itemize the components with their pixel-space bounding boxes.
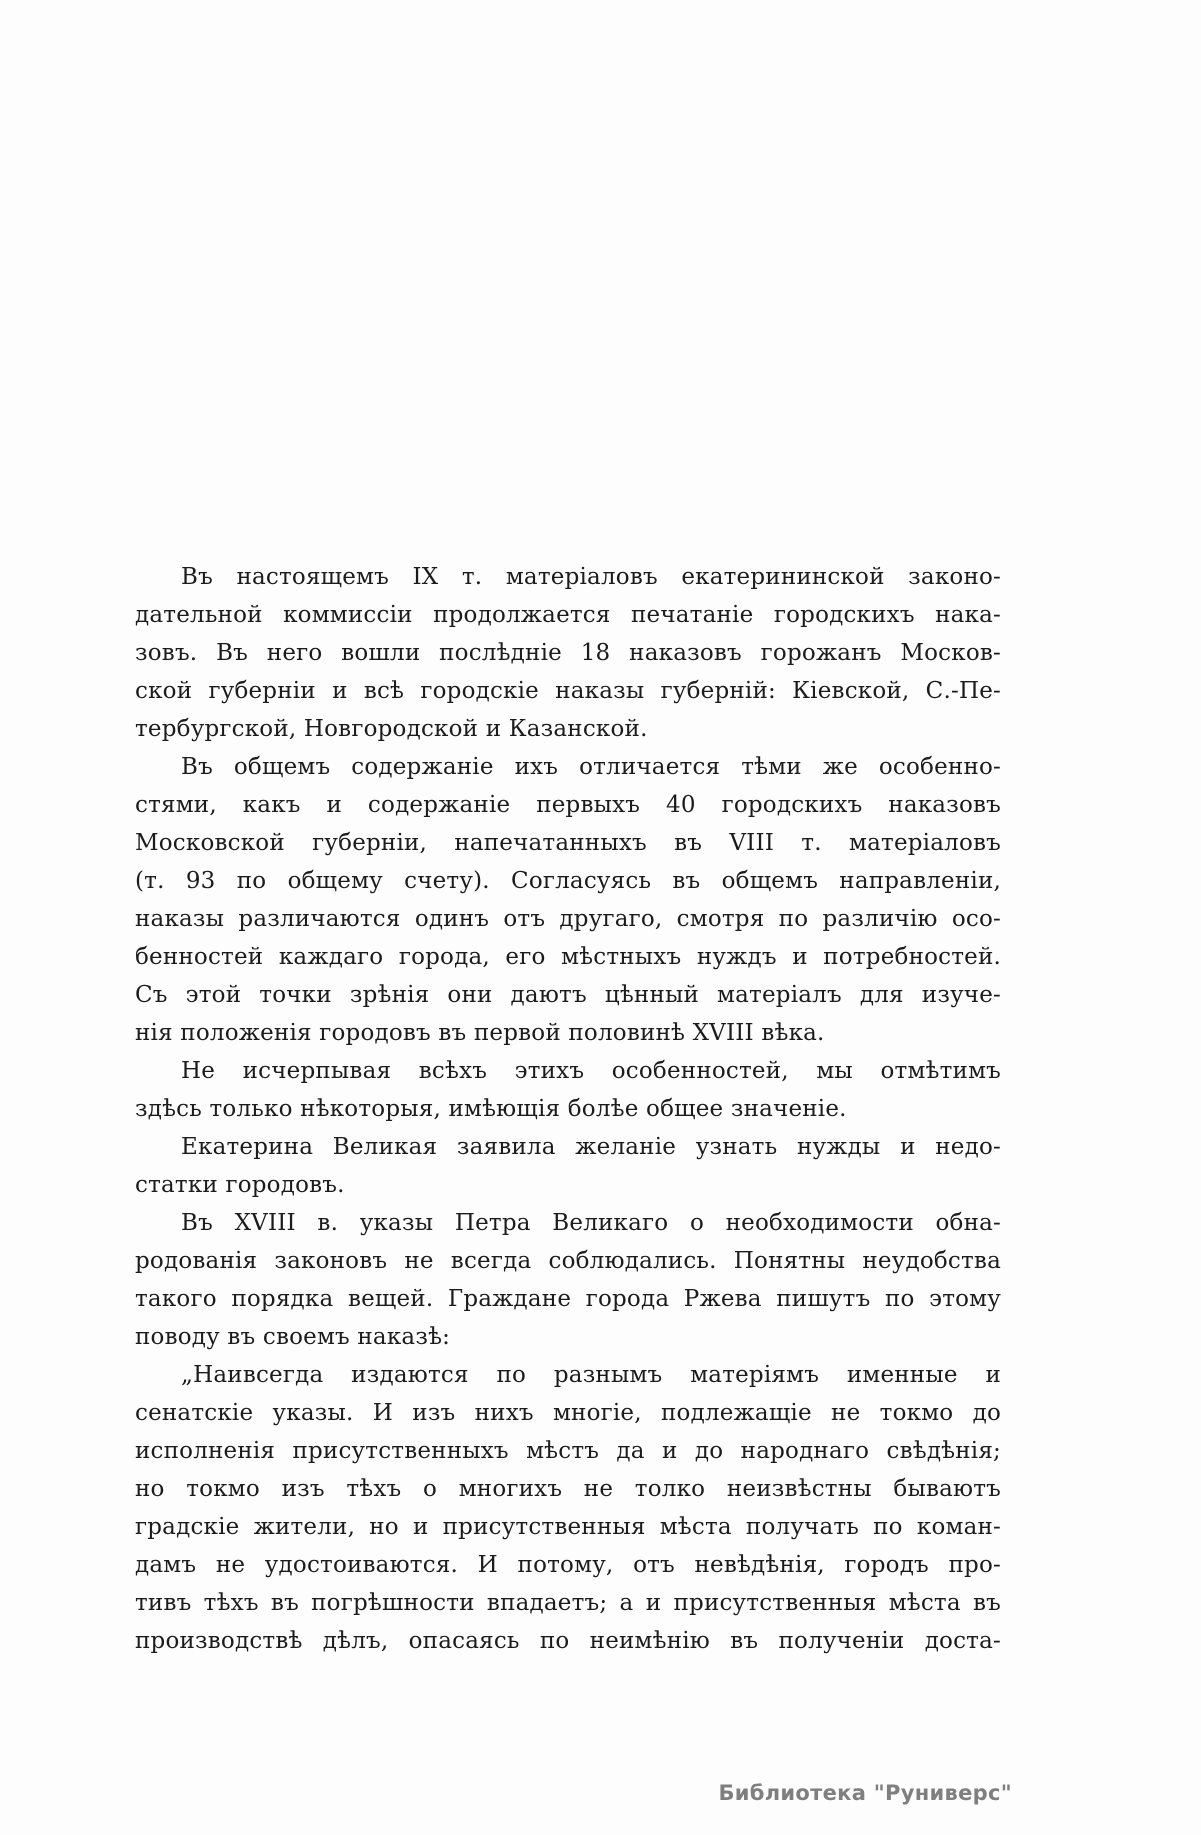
text-line: родованія законовъ не всегда соблюдались. Понятны неудобства	[135, 1248, 1001, 1274]
text-line: Въ настоящемъ IX т. матеріаловъ екатерининской законо-	[181, 564, 1001, 590]
text-line: Съ этой точки зрѣнія они даютъ цѣнный матеріалъ для изуче-	[135, 982, 1001, 1008]
text-line: Въ общемъ содержаніе ихъ отличается тѣми же особенно-	[181, 754, 1001, 780]
text-line: зовъ. Въ него вошли послѣдніе 18 наказовъ горожанъ Москов-	[135, 640, 1001, 666]
text-line: здѣсь только нѣкоторыя, имѣющія болѣе общее значеніе.	[135, 1096, 847, 1122]
text-line: градскіе жители, но и присутственныя мѣста получать по коман-	[135, 1514, 1001, 1540]
text-line: Въ XVIII в. указы Петра Великаго о необходимости обна-	[181, 1210, 1001, 1236]
text-line: поводу въ своемъ наказѣ:	[135, 1324, 451, 1350]
text-line: Екатерина Великая заявила желаніе узнать нужды и недо-	[181, 1134, 1001, 1160]
text-line: стями, какъ и содержаніе первыхъ 40 городскихъ наказовъ	[135, 792, 1001, 818]
body-text	[135, 558, 1001, 1660]
text-line: статки городовъ.	[135, 1172, 345, 1198]
text-line: Не исчерпывая всѣхъ этихъ особенностей, мы отмѣтимъ	[181, 1058, 1001, 1084]
text-line: производствѣ дѣлъ, опасаясь по неимѣнію въ полученіи доста-	[135, 1628, 1001, 1654]
text-line: ской губерніи и всѣ городскіе наказы губерній: Кіевской, С.-Пе-	[135, 678, 1001, 704]
text-line: сенатскіе указы. И изъ нихъ многіе, подлежащіе не токмо до	[135, 1400, 1001, 1426]
text-line: (т. 93 по общему счету). Согласуясь въ общемъ направленіи,	[135, 868, 1001, 894]
text-line: Московской губерніи, напечатанныхъ въ VIII т. матеріаловъ	[135, 830, 1001, 856]
library-watermark: Библиотека "Руниверс"	[718, 1781, 1012, 1805]
text-line: бенностей каждаго города, его мѣстныхъ нуждъ и потребностей.	[135, 944, 1001, 970]
text-line: „Наивсегда издаются по разнымъ матеріямъ именные и	[181, 1362, 1001, 1388]
text-line: тербургской, Новгородской и Казанской.	[135, 716, 648, 742]
text-line: но токмо изъ тѣхъ о многихъ не толко неизвѣстны бываютъ	[135, 1476, 1001, 1502]
text-line: дательной коммиссіи продолжается печатаніе городскихъ нака-	[135, 602, 1001, 628]
text-line: такого порядка вещей. Граждане города Ржева пишутъ по этому	[135, 1286, 1001, 1312]
text-line: дамъ не удостоиваются. И потому, отъ невѣдѣнія, городъ про-	[135, 1552, 1001, 1578]
text-line: наказы различаются одинъ отъ другаго, смотря по различію осо-	[135, 906, 1001, 932]
text-line: нія положенія городовъ въ первой половинѣ XVIII вѣка.	[135, 1020, 825, 1046]
text-line: тивъ тѣхъ въ погрѣшности впадаетъ; а и присутственныя мѣста въ	[135, 1590, 1001, 1616]
text-line: исполненія присутственныхъ мѣстъ да и до народнаго свѣдѣнія;	[135, 1438, 1001, 1464]
